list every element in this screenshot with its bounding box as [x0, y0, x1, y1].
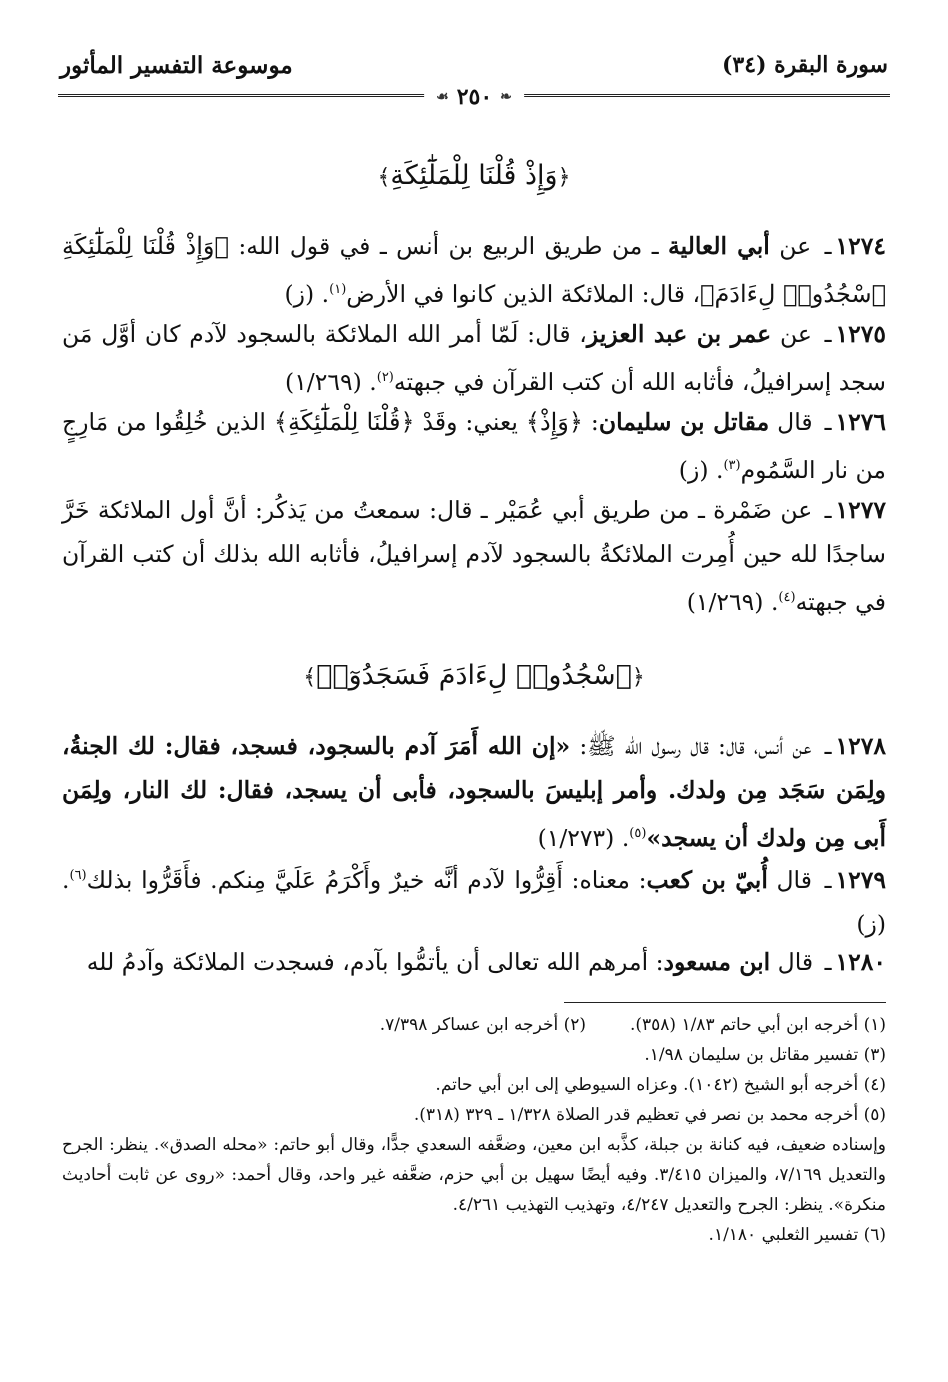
narrator-name: ابن مسعود — [663, 948, 771, 976]
verse-heading-text: وَإِذْ قُلْنَا لِلْمَلَٰٓئِكَةِ — [390, 160, 558, 191]
entry-text: عن — [779, 232, 812, 260]
source-code: (ز) — [678, 455, 709, 484]
verse-heading-text: ٱسْجُدُوا۟ لِءَادَمَ فَسَجَدُوٓا۟ — [316, 660, 632, 691]
footnote-ref: (٢) — [376, 370, 394, 385]
footnote-1: (١) أخرجه ابن أبي حاتم ١/٨٣ (٣٥٨). — [629, 1015, 886, 1035]
source-code: (ز) — [856, 909, 886, 938]
entry-text: قال — [777, 948, 814, 976]
footnote-ref: (٥) — [629, 826, 647, 841]
entry-text: قال — [777, 408, 813, 436]
footnote-3: (٣) تفسير مقاتل بن سليمان ١/٩٨. — [644, 1045, 886, 1065]
entry-text: : معناه: أَقِرُّوا لآدم أنَّه خيرٌ وأَكْرَمُ عَلَيَّ مِنكم. فأَقَرُّوا بذلك — [86, 865, 647, 894]
entry: ١٢٧٩ـ قال أُبيّ بن كعب: معناه: أَقِرُّوا لآدم أنَّه خيرٌ وأَكْرَمُ عَلَيَّ مِنكم. فأَقَرُّوا بذلك$^{(٦)}$. (ز) — [62, 865, 886, 938]
entry: ١٢٧٨ـ عن أنس، قال: قال رسول الله ﷺ: «إن الله أَمَرَ آدم بالسجود، فسجد، فقال: لك الجنةُ، ولِمَن سَجَد مِن ولدك. وأمر إبليسَ بالسجود، فأبى أن يسجد، فقال: لك النار، ولِمَن أَبى مِن ولدك أن يسجد»$^{(٥)}$. (١/٢٧٣) — [62, 732, 886, 852]
footnotes — [62, 1010, 886, 1250]
entry: ١٢٨٠ـ قال ابن مسعود: أمرهم الله تعالى أن يأتمُّوا بآدم، فسجدت الملائكة وآدمُ لله — [86, 948, 886, 976]
book-title: موسوعة التفسير المأثور — [60, 52, 293, 79]
source-code: (١/٢٦٩) — [285, 367, 362, 396]
entry-text: قال — [776, 865, 812, 894]
source-code: (١/٢٦٩) — [686, 587, 764, 616]
running-header — [58, 52, 890, 110]
footnote-ref: (٤) — [778, 590, 796, 605]
entry-text: يعني: وقَدْ — [422, 408, 518, 436]
quran-bracket-close-icon: ﴾ — [303, 665, 317, 690]
source-code: (١/٢٧٣) — [537, 823, 615, 852]
entry: ١٢٧٦ـ قال مقاتل بن سليمان: ﴿وَإِذْ﴾ يعني: وقَدْ ﴿قُلْنَا لِلْمَلَٰٓئِكَةِ﴾ الذين خُلِقُوا من مَارِجٍ من نار السَّمُوم$^{(٣)}$. (ز) — [62, 408, 886, 484]
entry: ١٢٧٥ـ عن عمر بن عبد العزيز، قال: لَمّا أمر الله الملائكة بالسجود لآدم كان أوَّل مَن سجد إسرافيلُ، فأثابه الله أن كتب القرآن في جبهته$^{(٢)}$. (١/٢٦٩) — [62, 320, 886, 396]
verse-heading — [60, 660, 888, 691]
page-number: ٢٥٠ — [456, 84, 493, 110]
source-code: (ز) — [284, 279, 315, 308]
ornament-icon: ☙ — [436, 89, 449, 105]
narrator-name: أبي العالية — [668, 232, 770, 260]
narrator-name: عمر بن عبد العزيز — [586, 320, 772, 348]
entry: ١٢٧٧ـ عن ضَمْرة ـ من طريق أبي عُمَيْر ـ قال: سمعتُ من يَذكُر: أنَّ أول الملائكة خَرَّ ساجدًا لله حين أُمِرت الملائكةُ بالسجود لآدم إسرافيلُ، فأثابه الله بذلك أن كتب القرآن في جبهته$^{(٤)}$. (١/٢٦٩) — [62, 496, 886, 616]
entry: ١٢٧٤ـ عن أبي العالية ـ من طريق الربيع بن أنس ـ في قول الله: ﴿وَإِذْ قُلْنَا لِلْمَلَٰٓئِكَةِ ٱسْجُدُوا۟ لِءَادَمَ﴾، قال: الملائكة الذين كانوا في الأرض$^{(١)}$. (ز) — [62, 232, 886, 308]
footnote-ref: (٣) — [723, 458, 741, 473]
entry-text: ، قال: الملائكة الذين كانوا في الأرض — [346, 279, 701, 308]
entry-text: ـ من طريق الربيع بن أنس ـ في قول الله: — [238, 232, 659, 260]
entry-text: عن — [779, 320, 812, 348]
entry-text: ، قال: لَمّا أمر الله الملائكة بالسجود لآدم كان أوَّل مَن سجد إسرافيلُ، فأثابه الله أن كتب القرآن في جبهته — [62, 320, 886, 396]
quran-bracket-open-icon: ﴿ — [557, 165, 571, 190]
entry-number: ١٢٧٥ — [835, 320, 886, 348]
hadith-text: «إن الله أَمَرَ آدم بالسجود، فسجد، فقال: لك الجنةُ، ولِمَن سَجَد مِن ولدك. وأمر إبليسَ بالسجود، فأبى أن يسجد، فقال: لك النار، ولِمَن أَبى مِن ولدك أن يسجد» — [62, 732, 886, 852]
entry-text: الذين خُلِقُوا من مَارِجٍ من نار السَّمُوم — [62, 408, 886, 484]
quran-bracket-close-icon: ﴾ — [377, 165, 391, 190]
quran-bracket-open-icon: ﴿ — [631, 665, 645, 690]
entry-number: ١٢٧٩ — [835, 865, 886, 894]
entry-text: عن ضَمْرة ـ من طريق أبي عُمَيْر ـ قال: سمعتُ من يَذكُر: أنَّ أول الملائكة خَرَّ ساجدًا لله حين أُمِرت الملائكةُ بالسجود لآدم إسرافيلُ، فأثابه الله بذلك أن كتب القرآن في جبهته — [62, 496, 886, 616]
narrator-name: أُبيّ بن كعب — [646, 865, 768, 894]
footnote-rule — [564, 1002, 886, 1003]
ornament-icon: ❧ — [500, 89, 512, 105]
footnote-6: (٦) تفسير الثعلبي ١/١٨٠. — [708, 1225, 886, 1245]
footnote-5-note: وإسناده ضعيف، فيه كنانة بن جبلة، كذَّبه ابن معين، وضعَّفه السعدي جدًّا، وقال أبو حاتم: «محله الصدق». ينظر: الجرح والتعديل ٧/١٦٩، والميزان ٣/٤١٥. وفيه أيضًا سهيل بن أبي حزم، ضعَّفه غير واحد، وقال أحمد: «روى عن ثابت أحاديث منكرة». ينظر: الجرح والتعديل ٤/٢٤٧، وتهذيب التهذيب ٤/٢٦١. — [62, 1135, 886, 1215]
footnote-2: (٢) أخرجه ابن عساكر ٧/٣٩٨. — [379, 1015, 586, 1035]
verse-heading — [60, 160, 888, 191]
narrator-name: مقاتل بن سليمان — [598, 408, 770, 436]
entry-number: ١٢٨٠ — [835, 948, 886, 976]
footnote-5: (٥) أخرجه محمد بن نصر في تعظيم قدر الصلاة ١/٣٢٨ ـ ٣٢٩ (٣١٨). — [413, 1105, 886, 1125]
entry-number: ١٢٧٦ — [835, 408, 886, 436]
entry-text: عن أنس، قال: قال رسول الله ﷺ: — [579, 732, 812, 760]
entry-text: : أمرهم الله تعالى أن يأتمُّوا بآدم، فسجدت الملائكة وآدمُ لله — [86, 948, 664, 976]
quran-quote: ﴿وَإِذْ قُلْنَا لِلْمَلَٰٓئِكَةِ ٱسْجُدُوا۟ لِءَادَمَ﴾ — [62, 232, 886, 308]
footnote-ref: (١) — [329, 282, 347, 297]
quran-quote: ﴿قُلْنَا لِلْمَلَٰٓئِكَةِ﴾ — [273, 408, 415, 436]
footnote-ref: (٦) — [69, 868, 87, 883]
entry-number: ١٢٧٧ — [835, 496, 886, 524]
entry-number: ١٢٧٨ — [835, 732, 886, 760]
entry-number: ١٢٧٤ — [835, 232, 886, 260]
footnote-4: (٤) أخرجه أبو الشيخ (١٠٤٢). وعزاه السيوطي إلى ابن أبي حاتم. — [435, 1075, 886, 1095]
page-number-box — [424, 84, 524, 110]
quran-quote: ﴿وَإِذْ﴾ — [525, 408, 583, 436]
surah-header: سورة البقرة (٣٤) — [722, 52, 888, 78]
